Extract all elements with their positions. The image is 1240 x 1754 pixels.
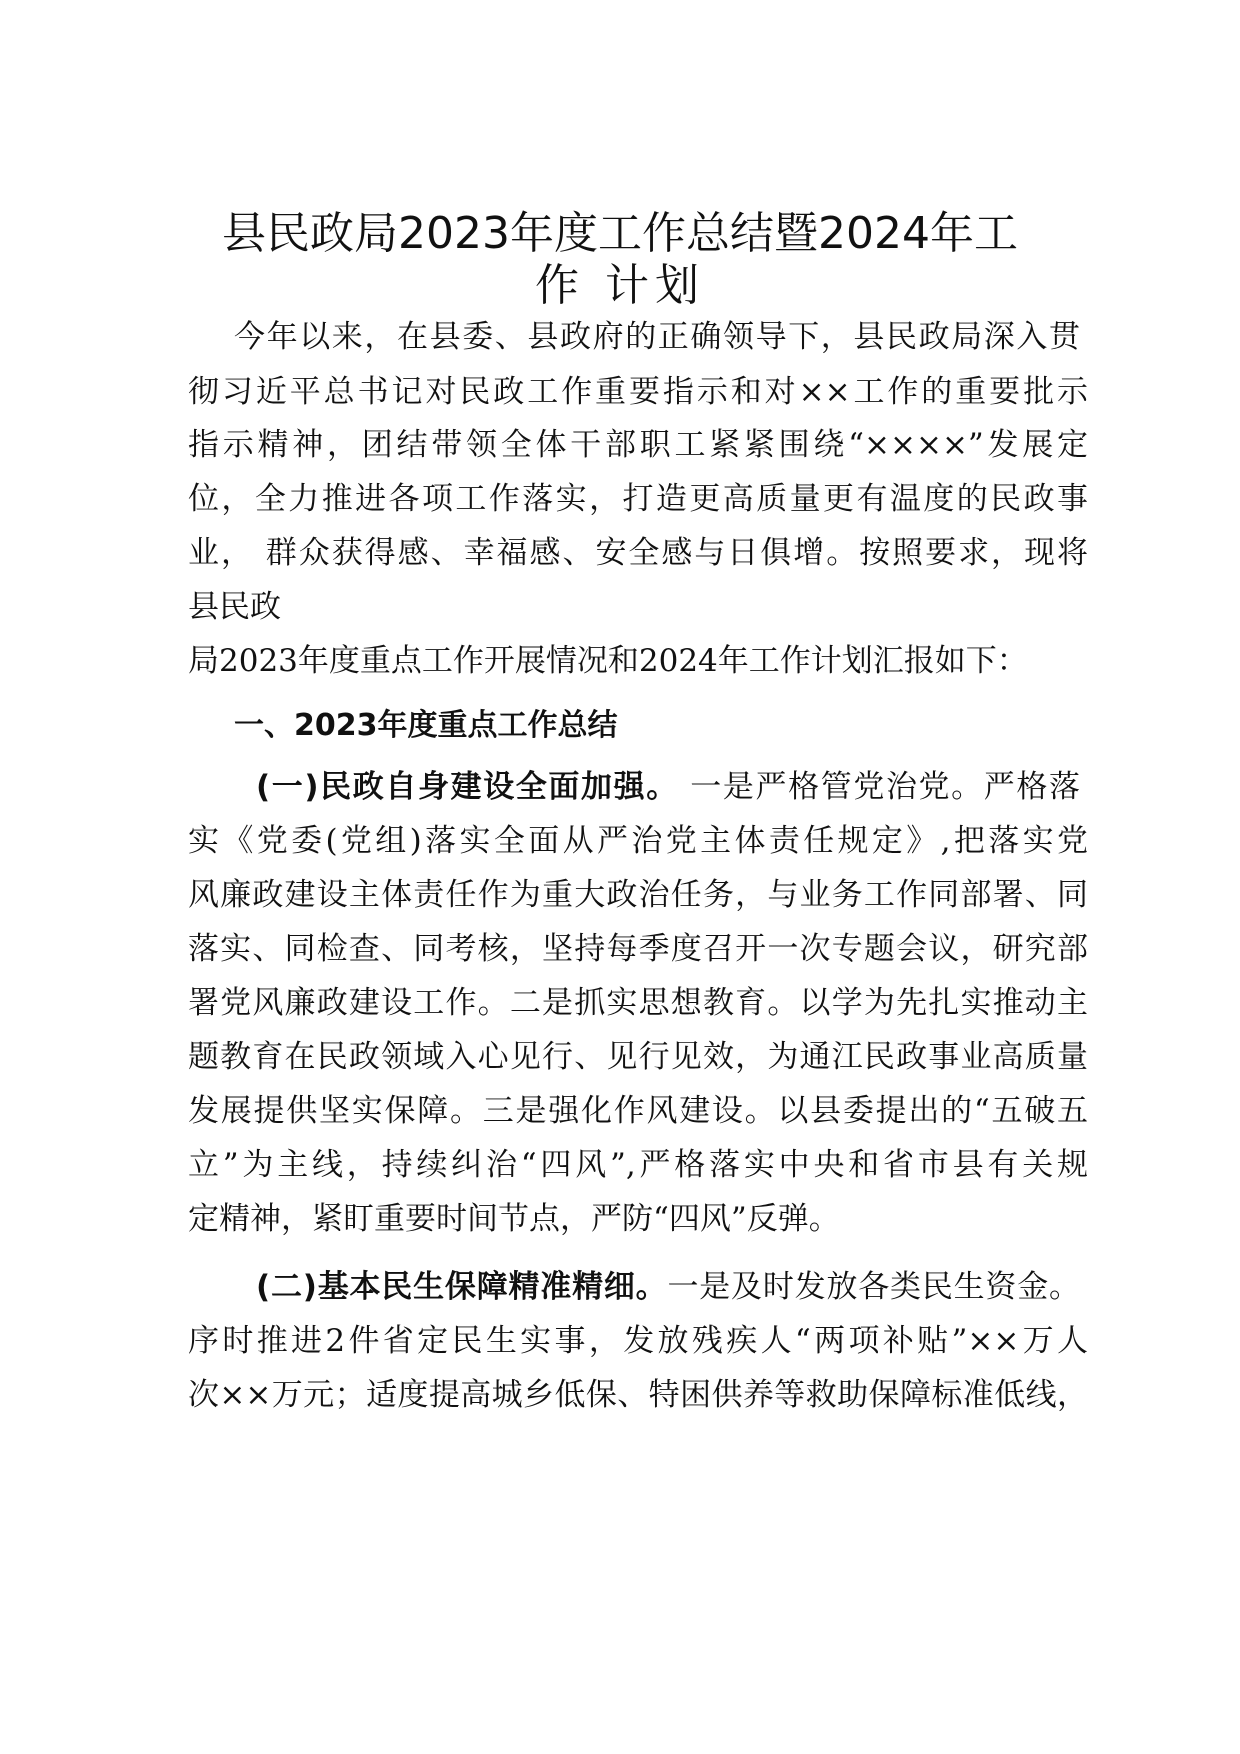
sub2-line-3: 次××万元；适度提高城乡低保、特困供养等救助保障标准低线，	[188, 1377, 1088, 1413]
intro-line-7: 局2023年度重点工作开展情况和2024年工作计划汇报如下：	[188, 643, 1028, 679]
sub1-line-8: 立”为主线，持续纠治“四风”,严格落实中央和省市县有关规	[188, 1147, 1088, 1183]
sub2-first-line	[256, 1262, 1080, 1312]
sub1-first-line-text: 一是严格管党治党。严格落	[678, 769, 1080, 805]
intro-line-4: 位，全力推进各项工作落实，打造更高质量更有温度的民政事	[188, 481, 1088, 517]
intro-line-3: 指示精神，团结带领全体干部职工紧紧围绕“××××”发展定	[188, 427, 1088, 463]
document-title-line-2: 作 计划	[535, 260, 705, 311]
sub1-line-5: 署党风廉政建设工作。二是抓实思想教育。以学为先扎实推动主	[188, 985, 1088, 1021]
intro-line-2: 彻习近平总书记对民政工作重要指示和对××工作的重要批示	[188, 374, 1088, 410]
sub1-first-line	[256, 762, 1080, 812]
sub1-line-2: 实《党委(党组)落实全面从严治党主体责任规定》,把落实党	[188, 823, 1088, 859]
intro-line-1: 今年以来，在县委、县政府的正确领导下，县民政局深入贯	[234, 319, 1080, 355]
sub1-line-4: 落实、同检查、同考核，坚持每季度召开一次专题会议，研究部	[188, 931, 1088, 967]
sub1-line-6: 题教育在民政领域入心见行、见行见效，为通江民政事业高质量	[188, 1039, 1088, 1075]
sub1-line-9: 定精神，紧盯重要时间节点，严防“四风”反弹。	[188, 1201, 840, 1237]
intro-line-6: 县民政	[188, 589, 281, 625]
document-title-line-1: 县民政局2023年度工作总结暨2024年工	[222, 208, 1018, 259]
sub2-line-2: 序时推进2件省定民生实事，发放残疾人“两项补贴”××万人	[188, 1323, 1088, 1359]
intro-line-5: 业， 群众获得感、幸福感、安全感与日俱增。按照要求，现将	[188, 535, 1088, 571]
sub2-first-line-text: 一是及时发放各类民生资金。	[667, 1269, 1081, 1305]
sub1-line-3: 风廉政建设主体责任作为重大政治任务，与业务工作同部署、同	[188, 877, 1088, 913]
sub1-line-7: 发展提供坚实保障。三是强化作风建设。以县委提出的“五破五	[188, 1093, 1088, 1129]
sub2-label: (二)基本民生保障精准精细。	[256, 1269, 668, 1305]
section-heading-1: 一、2023年度重点工作总结	[234, 708, 618, 743]
sub1-label: (一)民政自身建设全面加强。	[256, 769, 679, 805]
